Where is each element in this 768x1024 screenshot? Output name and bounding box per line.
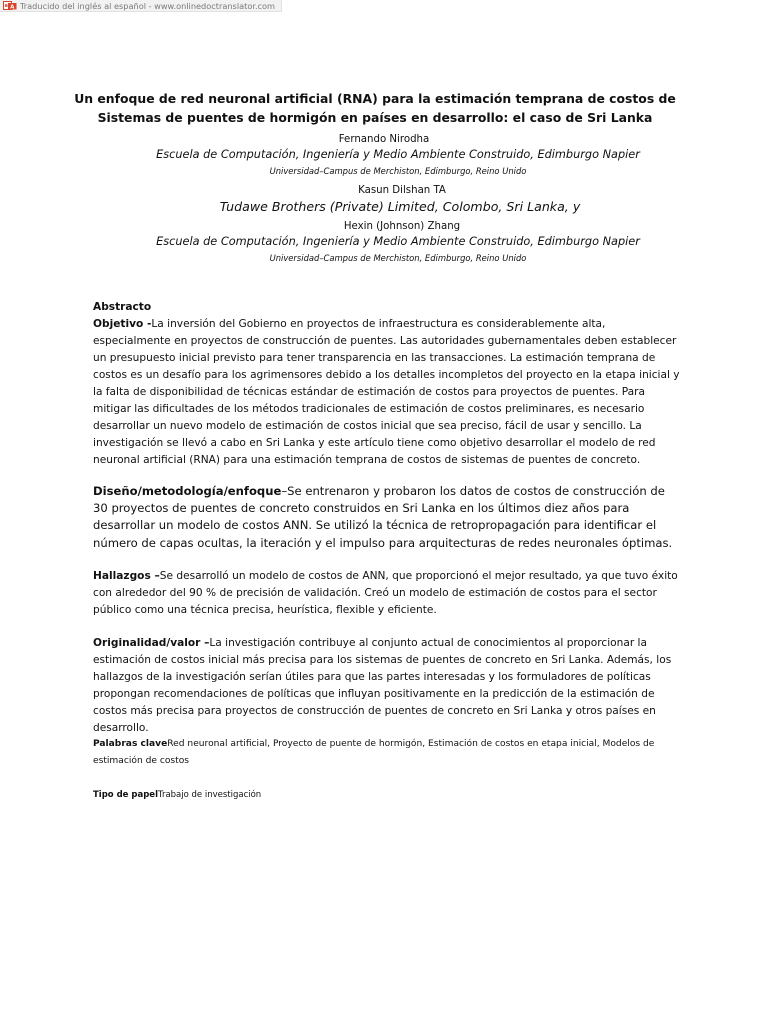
svg-text:A: A [10, 4, 15, 10]
paper-type-text: Trabajo de investigación [158, 790, 262, 800]
abstract-design [93, 483, 683, 552]
translator-banner[interactable] [0, 0, 282, 12]
originality-text: La investigación contribuye al conjunto actual de conocimientos al proporcionar la estimación de costos inicial más precisa para los sistemas de puentes de concreto en Sri Lanka. Además, los hallazgos de la investigación serían útiles para que las partes interesadas y los formuladores de políticas propongan recomendaciones de políticas que influyan positivamente en la predicción de la estimación de costos más precisa para proyectos de construcción de puentes de concreto en Sri Lanka y otros países en desarrollo. [93, 637, 672, 734]
originality-label: Originalidad/valor – [93, 637, 210, 649]
paper-title-line-1: Un enfoque de red neuronal artificial (RNA) para la estimación temprana de costos de [74, 91, 676, 106]
author-name: Kasun Dilshan TA [358, 185, 446, 196]
abstract-findings [93, 568, 683, 619]
design-label: Diseño/metodología/enfoque [93, 484, 282, 498]
design-text: –Se entrenaron y probaron los datos de costos de construcción de 30 proyectos de puentes de concreto construidos en Sri Lanka en los últimos diez años para desarrollar un modelo de costos ANN. Se utilizó la técnica de retropropagación para identificar el número de capas ocultas, la iteración y el impulso para arquitecturas de redes neuronales óptimas. [93, 484, 673, 550]
author-address: Universidad–Campus de Merchiston, Edimburgo, Reino Unido [269, 166, 527, 176]
author-name: Hexin (Johnson) Zhang [343, 221, 461, 232]
author-name: Fernando Nirodha [338, 134, 430, 145]
findings-text: Se desarrolló un modelo de costos de ANN, que proporcionó el mejor resultado, ya que tuvo éxito con alrededor del 90 % de precisión de validación. Creó un modelo de estimación de costos para el sector público como una técnica precisa, heurística, flexible y eficiente. [93, 570, 678, 616]
abstract-objective [93, 316, 683, 469]
paper-title [60, 89, 690, 127]
paper-type-label: Tipo de papel [93, 790, 158, 800]
paper-title-line-2: Sistemas de puentes de hormigón en países en desarrollo: el caso de Sri Lanka [97, 110, 653, 125]
translator-banner-link[interactable]: Traducido del inglés al español - www.onlinedoctranslator.com [20, 0, 276, 11]
svg-text:a: a [4, 3, 8, 10]
objective-text: La inversión del Gobierno en proyectos de infraestructura es considerablemente alta, especialmente en proyectos de construcción de puentes. Las autoridades gubernamentales deben establecer un presupuesto inicial previsto para tener transparencia en las transacciones. La estimación temprana de costos es un desafío para los agrimensores debido a los detalles incompletos del proyecto en la etapa inicial y la falta de disponibilidad de técnicas estándar de estimación de costos para proyectos de puentes. Para mitigar las dificultades de los métodos tradicionales de estimación de costos preliminares, es necesario desarrollar un nuevo modelo de estimación de costos inicial que sea preciso, fácil de usar y sencillo. La investigación se llevó a cabo en Sri Lanka y este artículo tiene como objetivo desarrollar el modelo de red neuronal artificial (RNA) para una estimación temprana de costos de sistemas de puentes de concreto. [93, 318, 680, 466]
keywords-label: Palabras clave [93, 739, 168, 749]
findings-label: Hallazgos – [93, 570, 160, 582]
abstract-keywords [93, 736, 683, 770]
author-address: Universidad–Campus de Merchiston, Edimburgo, Reino Unido [269, 253, 527, 263]
abstract-paper-type [93, 790, 261, 800]
author-affiliation: Tudawe Brothers (Private) Limited, Colombo, Sri Lanka, y [219, 199, 581, 214]
abstract-heading: Abstracto [93, 301, 152, 313]
abstract-originality [93, 635, 683, 737]
objective-label: Objetivo - [93, 318, 152, 330]
keywords-text: Red neuronal artificial, Proyecto de puente de hormigón, Estimación de costos en etapa inicial, Modelos de estimación de costos [93, 739, 655, 766]
author-affiliation: Escuela de Computación, Ingeniería y Medio Ambiente Construido, Edimburgo Napier [156, 148, 640, 161]
author-affiliation: Escuela de Computación, Ingeniería y Medio Ambiente Construido, Edimburgo Napier [156, 235, 640, 248]
onlinedoctranslator-logo-icon [3, 1, 17, 10]
